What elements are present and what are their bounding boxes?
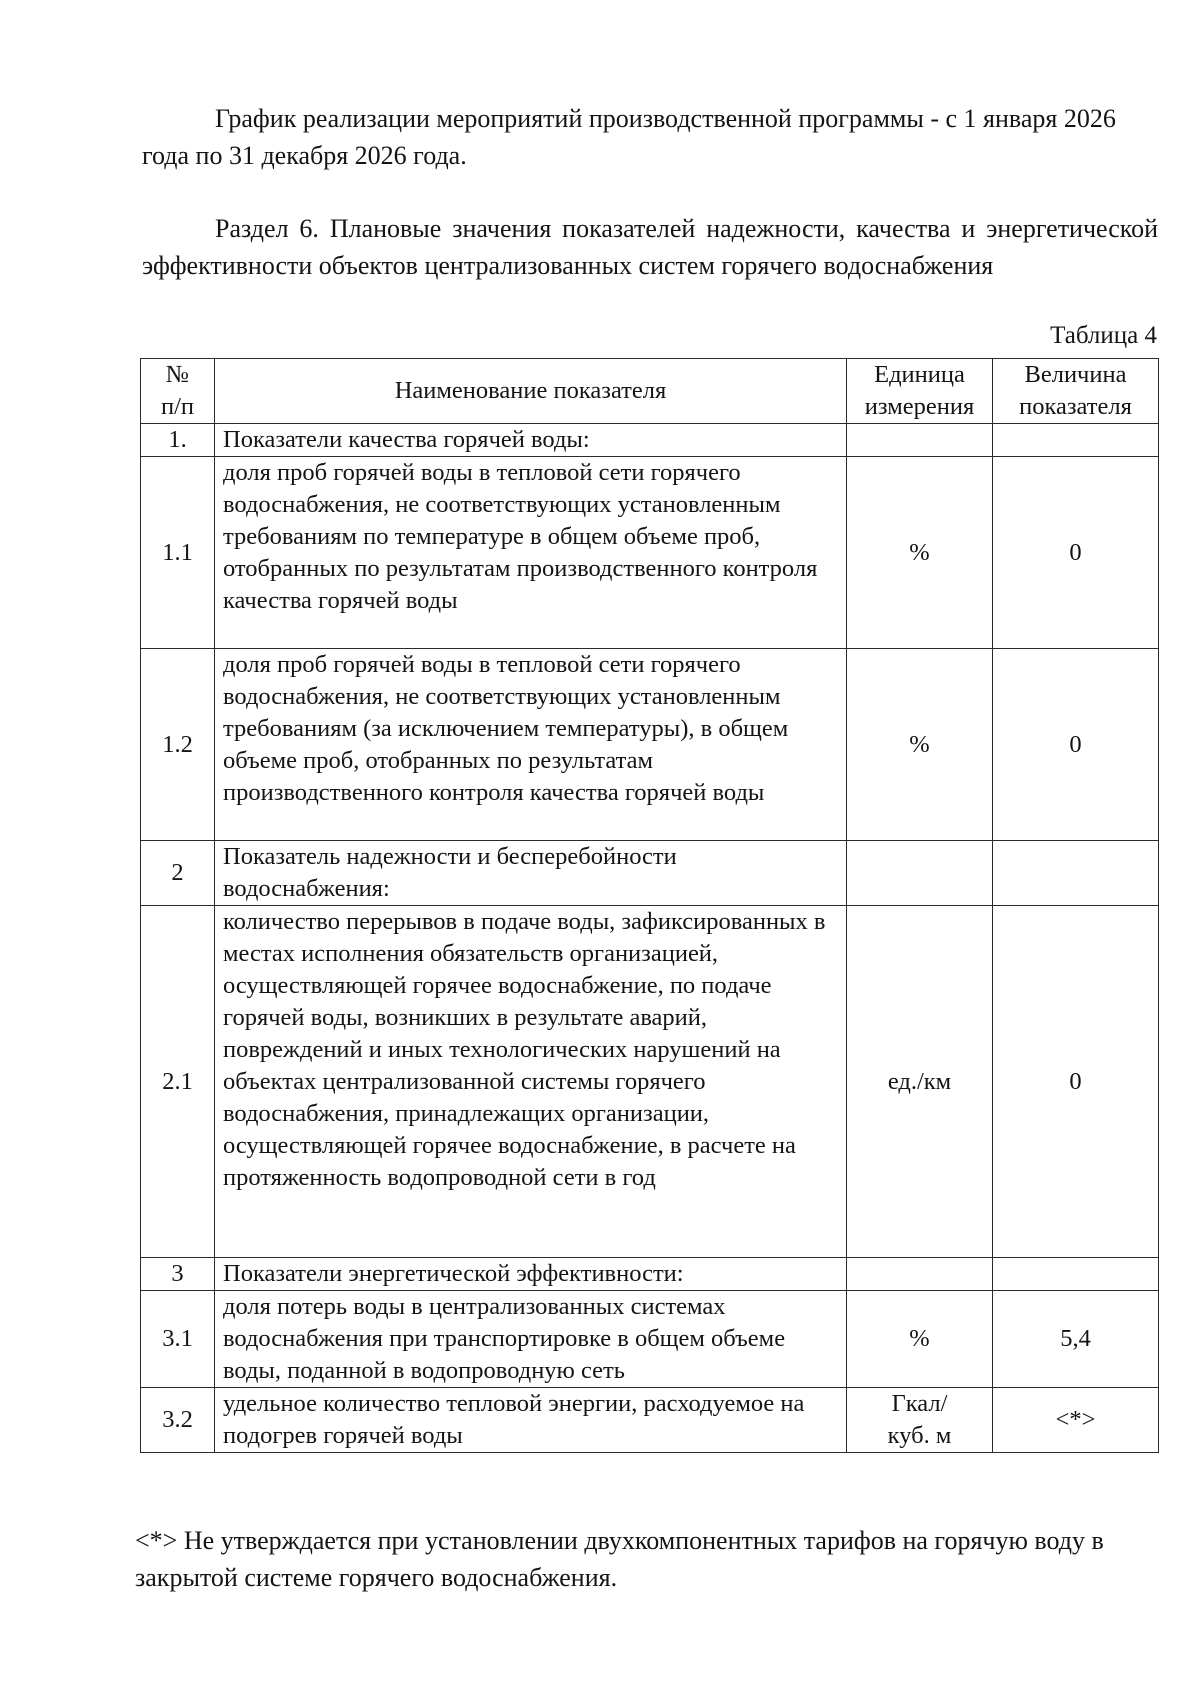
row-unit: % bbox=[847, 1291, 993, 1388]
row-num: 3 bbox=[141, 1258, 215, 1291]
row-unit bbox=[847, 841, 993, 906]
header-name: Наименование показателя bbox=[215, 359, 847, 424]
table-row bbox=[141, 424, 1159, 457]
header-value-line2: показателя bbox=[1019, 393, 1132, 420]
row-value: 0 bbox=[993, 649, 1159, 841]
table-caption: Таблица 4 bbox=[1050, 322, 1157, 349]
row-name: Показатели качества горячей воды: bbox=[215, 424, 847, 457]
section-title: Раздел 6. Плановые значения показателей надежности, качества и энергетической эффективности объектов централизованных систем горячего водоснабжения bbox=[142, 214, 1158, 280]
header-value bbox=[993, 359, 1159, 424]
row-unit-line2: куб. м bbox=[887, 1422, 952, 1449]
header-num bbox=[141, 359, 215, 424]
header-num-line2: п/п bbox=[160, 393, 195, 420]
row-name: доля проб горячей воды в тепловой сети горячего водоснабжения, не соответствующих установленным требованиям по температуре в общем объеме проб, отобранных по результатам производственного контроля качества горячей воды bbox=[215, 457, 847, 649]
row-value: 0 bbox=[993, 457, 1159, 649]
table-row bbox=[141, 841, 1159, 906]
table-row bbox=[141, 906, 1159, 1258]
header-num-line1: № bbox=[165, 361, 190, 388]
row-num: 1. bbox=[141, 424, 215, 457]
row-num: 2 bbox=[141, 841, 215, 906]
header-unit-line2: измерения bbox=[864, 393, 975, 420]
row-name: Показатели энергетической эффективности: bbox=[215, 1258, 847, 1291]
row-name: количество перерывов в подаче воды, зафиксированных в местах исполнения обязательств организацией, осуществляющей горячее водоснабжение, по подаче горячей воды, возникших в результате аварий, повреждений и иных технологических нарушений на объектах централизованной системы горячего водоснабжения, принадлежащих организации, осуществляющей горячее водоснабжение, в расчете на протяженность водопроводной сети в год bbox=[215, 906, 847, 1258]
row-value: 0 bbox=[993, 906, 1159, 1258]
row-unit: % bbox=[847, 649, 993, 841]
row-name: доля потерь воды в централизованных системах водоснабжения при транспортировке в общем объеме воды, поданной в водопроводную сеть bbox=[215, 1291, 847, 1388]
row-value: 5,4 bbox=[993, 1291, 1159, 1388]
table-row bbox=[141, 1258, 1159, 1291]
row-unit bbox=[847, 1388, 993, 1453]
row-unit-line1: Гкал/ bbox=[891, 1390, 948, 1417]
table-row bbox=[141, 649, 1159, 841]
indicators-table bbox=[140, 358, 1159, 1453]
header-unit bbox=[847, 359, 993, 424]
row-num: 1.2 bbox=[141, 649, 215, 841]
row-num: 1.1 bbox=[141, 457, 215, 649]
row-num: 3.2 bbox=[141, 1388, 215, 1453]
table-row bbox=[141, 1388, 1159, 1453]
row-num: 2.1 bbox=[141, 906, 215, 1258]
header-value-line1: Величина bbox=[1024, 361, 1127, 388]
row-name: удельное количество тепловой энергии, расходуемое на подогрев горячей воды bbox=[215, 1388, 847, 1453]
footnote: <*> Не утверждается при установлении двухкомпонентных тарифов на горячую воду в закрытой системе горячего водоснабжения. bbox=[135, 1526, 1104, 1592]
row-unit: % bbox=[847, 457, 993, 649]
schedule-paragraph: График реализации мероприятий производственной программы - с 1 января 2026 года по 31 декабря 2026 года. bbox=[142, 104, 1116, 170]
row-num: 3.1 bbox=[141, 1291, 215, 1388]
table-row bbox=[141, 457, 1159, 649]
row-name: доля проб горячей воды в тепловой сети горячего водоснабжения, не соответствующих установленным требованиям (за исключением температуры), в общем объеме проб, отобранных по результатам производственного контроля качества горячей воды bbox=[215, 649, 847, 841]
row-value bbox=[993, 424, 1159, 457]
row-value bbox=[993, 1258, 1159, 1291]
row-unit bbox=[847, 424, 993, 457]
table-row bbox=[141, 1291, 1159, 1388]
table-header-row bbox=[141, 359, 1159, 424]
row-value: <*> bbox=[993, 1388, 1159, 1453]
row-value bbox=[993, 841, 1159, 906]
header-unit-line1: Единица bbox=[874, 361, 965, 388]
row-unit bbox=[847, 1258, 993, 1291]
row-name: Показатель надежности и бесперебойности водоснабжения: bbox=[215, 841, 847, 906]
row-unit: ед./км bbox=[847, 906, 993, 1258]
